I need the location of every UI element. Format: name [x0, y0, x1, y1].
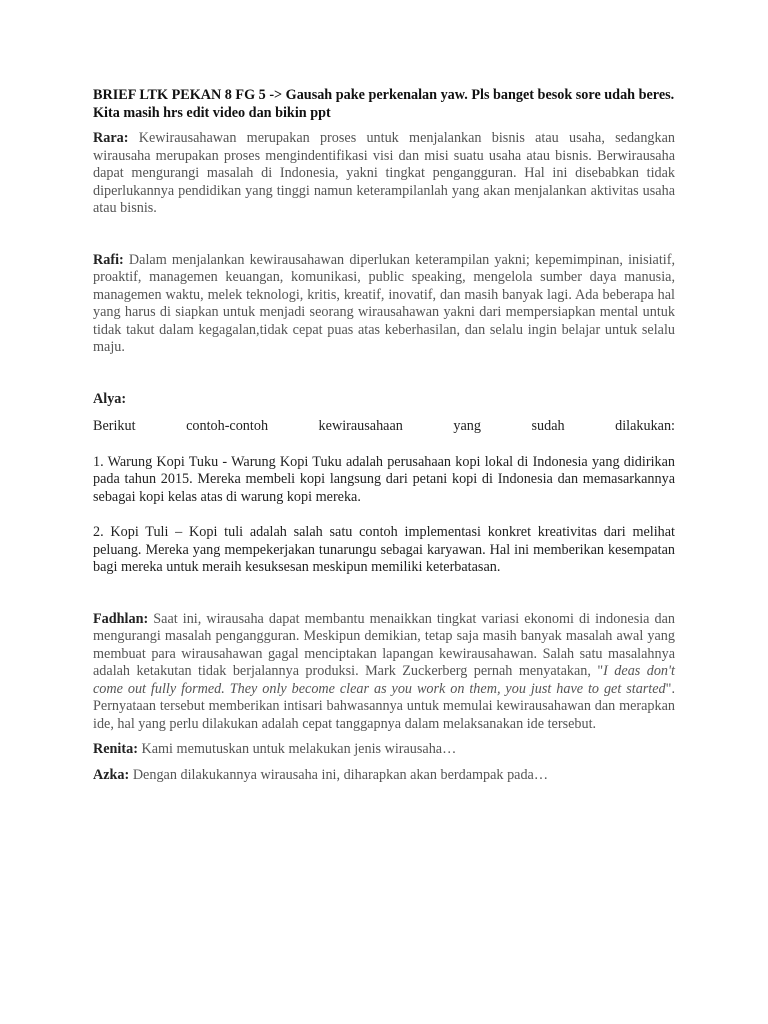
speaker-renita: Renita:	[93, 741, 138, 757]
alya-item-2: 2. Kopi Tuli – Kopi tuli adalah salah satu contoh implementasi konkret kreativitas dari melihat peluang. Mereka yang mempekerjakan tunarungu sebagai karyawan. Hal ini memberikan kesempatan bagi mereka untuk meraih kesuksesan meskipun memiliki keterbatasan.	[93, 524, 675, 575]
speaker-rara: Rara:	[93, 130, 129, 146]
text-fadhlan-before: Saat ini, wirausaha dapat membantu menaikkan tingkat variasi ekonomi di indonesia dan mengurangi masalah pengangguran. Meskipun demikian, tetap saja masih banyak masalah awal yang membuat para wirausahawan gagal menciptakan lapangan kewirausahawan. Salah satu masalahnya adalah ketakutan tidak berjalannya produksi. Mark Zuckerberg pernah menyatakan, "	[93, 610, 675, 679]
text-fadhlan-quote: I deas don't come out fully formed. They only become clear as you work on them, you just have to get started	[93, 663, 675, 697]
alya-intro: Berikut contoh-contoh kewirausahaan yang sudah dilakukan:	[93, 418, 675, 434]
paragraph-azka	[93, 767, 675, 785]
speaker-alya-heading	[93, 391, 675, 409]
alya-item-1: 1. Warung Kopi Tuku - Warung Kopi Tuku adalah perusahaan kopi lokal di Indonesia yang didirikan pada tahun 2015. Mereka membeli kopi langsung dari petani kopi di Indonesia dan memasarkannya sebagai kopi kelas atas di warung kopi mereka.	[93, 453, 675, 505]
speaker-alya: Alya:	[93, 390, 127, 407]
speaker-fadhlan: Fadhlan:	[93, 610, 149, 627]
speaker-rafi: Rafi:	[93, 251, 124, 268]
text-renita: Kami memutuskan untuk melakukan jenis wirausaha…	[141, 741, 457, 757]
text-azka: Dengan dilakukannya wirausaha ini, diharapkan akan berdampak pada…	[132, 766, 549, 783]
text-fadhlan-after: ". Pernyataan tersebut memberikan intisari bahwasannya untuk memulai kewirausahawan dan merapkan ide, hal yang perlu dilakukan adalah cepat tanggapnya dalam melaksanakan ide tersebut.	[93, 680, 675, 732]
paragraph-renita	[93, 741, 675, 759]
paragraph-rafi	[93, 252, 675, 357]
text-rara: Kewirausahawan merupakan proses untuk menjalankan bisnis atau usaha, sedangkan wirausaha merupakan proses mengindentifikasi visi dan misi suatu usaha atau bisnis. Berwirausaha dapat mengurangi masalah di Indonesia, yakni tingkat pengangguran. Hal ini disebabkan tidak diperlukannya pendidikan yang tinggi namun keterampilanlah yang akan menjalankan aktivitas usaha atau bisnis.	[93, 130, 676, 216]
document-page	[93, 86, 675, 784]
document-title: BRIEF LTK PEKAN 8 FG 5 -> Gausah pake perkenalan yaw. Pls banget besok sore udah beres. Kita masih hrs edit video dan bikin ppt	[93, 87, 675, 121]
speaker-azka: Azka:	[93, 766, 130, 783]
paragraph-fadhlan	[93, 611, 675, 734]
text-rafi: Dalam menjalankan kewirausahawan diperlukan keterampilan yakni; kepemimpinan, inisiatif, proaktif, managemen keuangan, komunikasi, public speaking, mengelola sumber daya manusia, managemen waktu, melek teknologi, kritis, kreatif, inovatif, dan masih banyak lagi. Ada beberapa hal yang harus di siapkan untuk menjadi seorang wirausahawan yakni dari mempersiapkan mental untuk tidak takut dalam kegagalan,tidak cepat puas atas keberhasilan, dan selalu ingin belajar untuk selalu maju.	[93, 251, 676, 355]
paragraph-rara	[93, 130, 675, 218]
